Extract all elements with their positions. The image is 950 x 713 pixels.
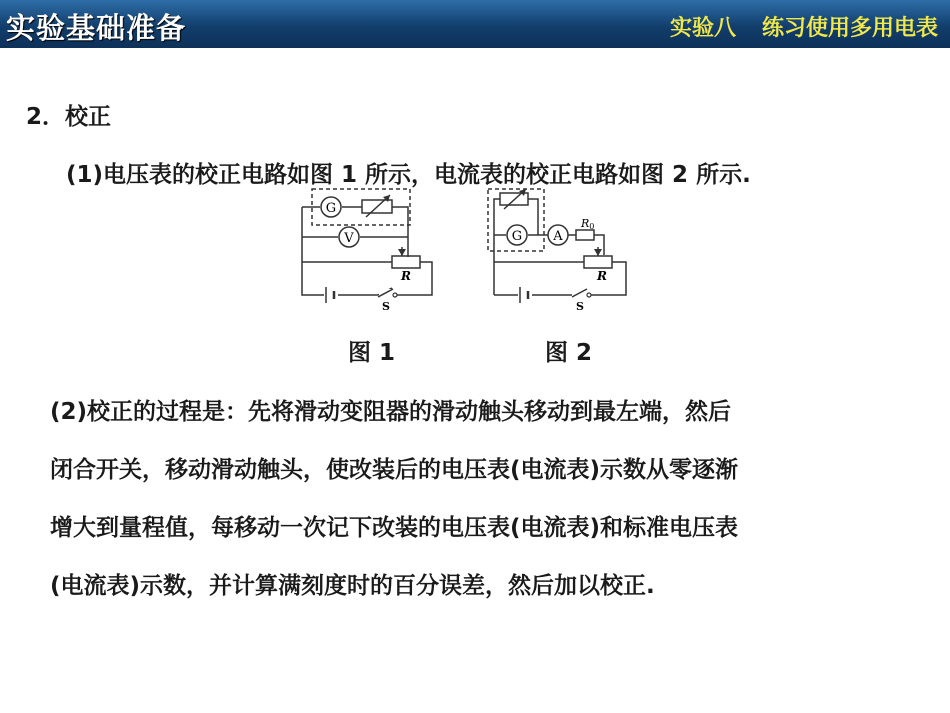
paragraph-1: (1)电压表的校正电路如图 1 所示，电流表的校正电路如图 2 所示. [66,162,751,188]
fig2-r-label: R [597,269,607,283]
paragraph-2-line-3: 增大到量程值，每移动一次记下改装的电压表(电流表)和标准电压表 [50,515,739,541]
fig2-a-label: A [553,229,563,244]
fig2-s-label: S [576,300,584,313]
experiment-label: 实验八 [669,16,736,41]
figure-2-circuit [480,185,640,315]
paragraph-2-line-1: (2)校正的过程是：先将滑动变阻器的滑动触头移动到最左端，然后 [50,399,732,425]
figure-2-caption: 图 2 [545,340,593,366]
fig1-s-label: S [382,300,390,313]
fig2-r0-sub: 0 [589,222,595,231]
slide-header [0,0,950,48]
experiment-title-group [670,11,938,42]
paragraph-2-line-2: 闭合开关，移动滑动触头，使改装后的电压表(电流表)示数从零逐渐 [50,457,739,483]
fig2-r0-main: R [581,217,590,230]
section-title: 实验基础准备 [6,11,187,45]
paragraph-2-line-4: (电流表)示数，并计算满刻度时的百分误差，然后加以校正. [50,573,655,599]
fig2-g-label: G [511,229,523,244]
experiment-title: 练习使用多用电表 [761,16,938,41]
section-heading: 2．校正 [26,104,112,130]
fig1-g-label: G [325,201,337,216]
figure-1-circuit [290,185,450,315]
fig2-r0-label [580,217,594,231]
fig1-r-label: R [401,269,411,283]
figure-1-caption: 图 1 [348,340,396,366]
fig1-v-label: V [344,231,354,246]
